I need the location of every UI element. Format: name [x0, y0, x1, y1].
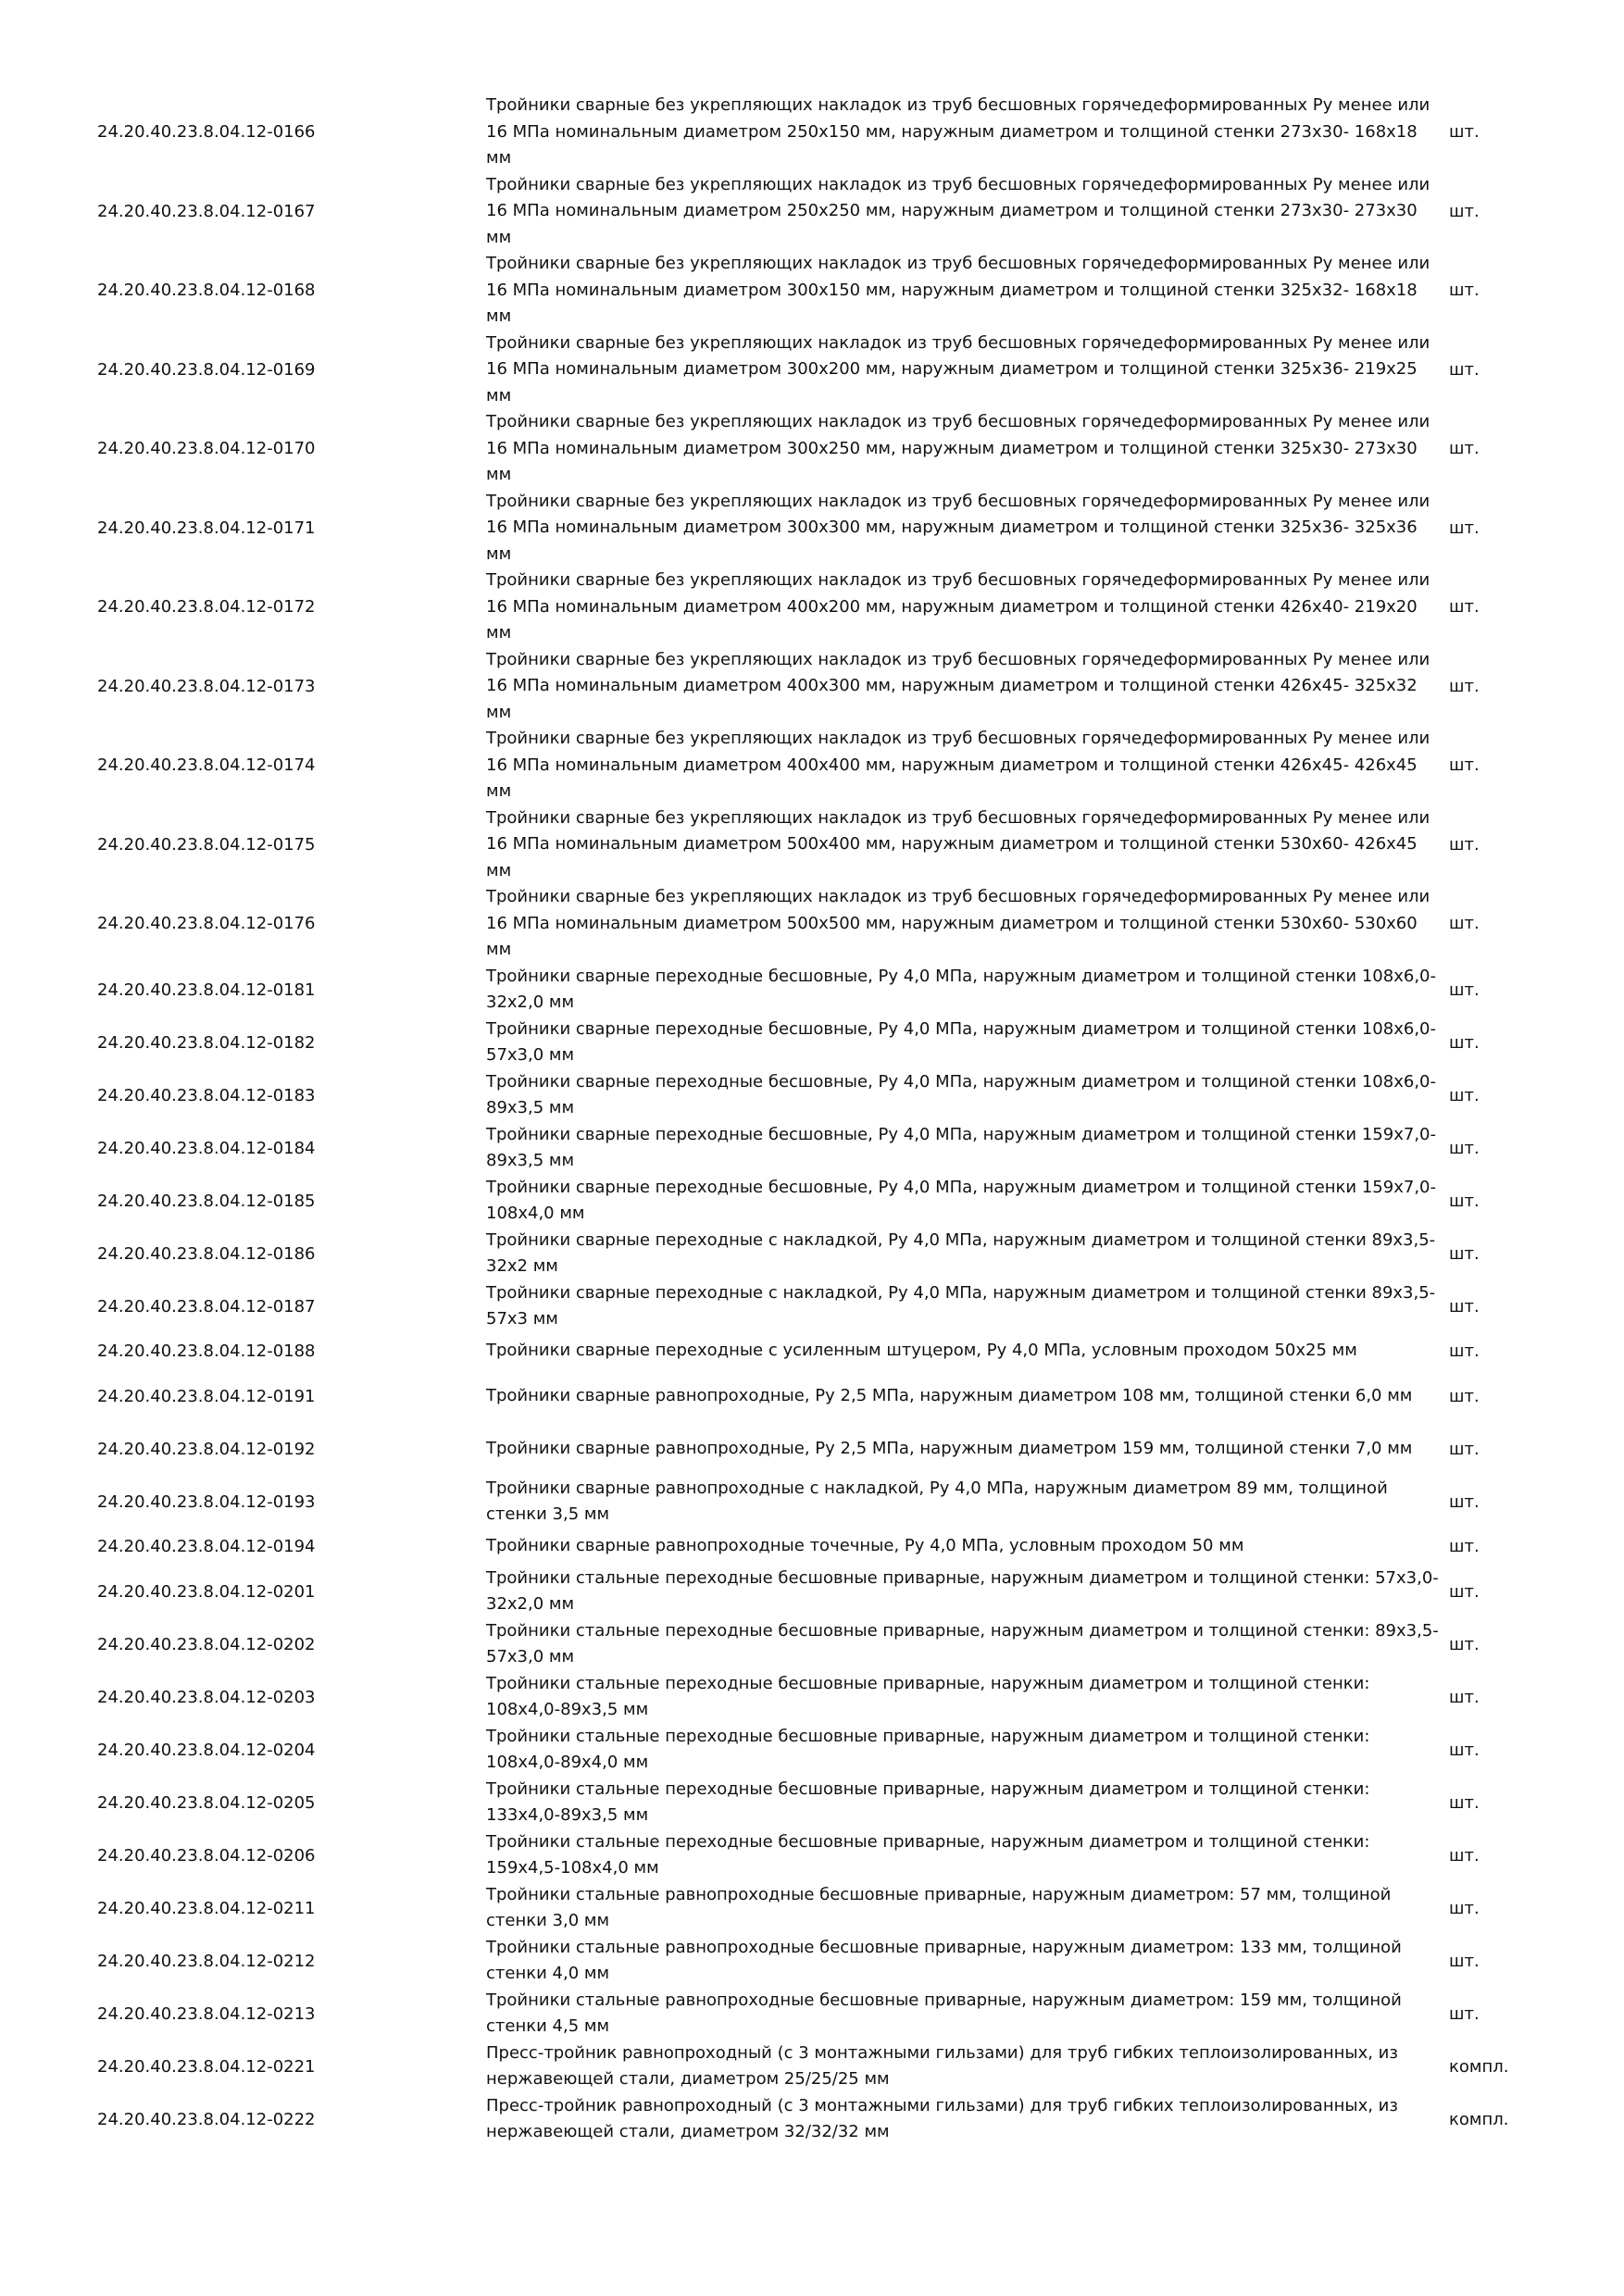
item-code: 24.20.40.23.8.04.12-0193 — [97, 1491, 316, 1512]
table-row — [0, 1333, 1624, 1370]
item-unit: шт. — [1449, 834, 1480, 855]
item-unit: шт. — [1449, 1634, 1480, 1654]
item-unit: шт. — [1449, 1537, 1480, 1556]
item-unit: шт. — [1449, 201, 1480, 221]
item-description: Тройники сварные без укрепляющих накладок из труб бесшовных горячедеформированных Ру менее или 16 МПа номинальным диаметром 300x250 мм, наружным диаметром и толщиной стенки 325x30- 273x30 мм — [486, 412, 1430, 484]
item-code: 24.20.40.23.8.04.12-0184 — [97, 1138, 316, 1158]
item-unit: шт. — [1449, 1687, 1480, 1707]
item-description: Тройники стальные равнопроходные бесшовные приварные, наружным диаметром: 133 мм, толщиной стенки 4,0 мм — [486, 1937, 1402, 1983]
item-unit: шт. — [1449, 1085, 1480, 1105]
item-unit: шт. — [1449, 281, 1480, 301]
item-unit: шт. — [1449, 359, 1480, 380]
table-row — [0, 409, 1624, 489]
item-description: Тройники сварные без укрепляющих накладок из труб бесшовных горячедеформированных Ру менее или 16 МПа номинальным диаметром 300x300 мм, наружным диаметром и толщиной стенки 325x36- 325x36 мм — [486, 491, 1430, 564]
item-code: 24.20.40.23.8.04.12-0202 — [97, 1634, 316, 1654]
item-code: 24.20.40.23.8.04.12-0194 — [97, 1537, 316, 1556]
item-code: 24.20.40.23.8.04.12-0169 — [97, 359, 316, 380]
item-description: Тройники стальные переходные бесшовные приварные, наружным диаметром и толщиной стенки: 57x3,0-32x2,0 мм — [486, 1567, 1439, 1614]
item-code: 24.20.40.23.8.04.12-0188 — [97, 1341, 316, 1361]
item-code: 24.20.40.23.8.04.12-0167 — [97, 201, 316, 221]
table-row — [0, 1280, 1624, 1333]
item-description: Тройники сварные без укрепляющих накладок из труб бесшовных горячедеформированных Ру менее или 16 МПа номинальным диаметром 300x200 мм, наружным диаметром и толщиной стенки 325x36- 219x25 мм — [486, 332, 1430, 406]
item-unit: шт. — [1449, 1138, 1480, 1158]
item-code: 24.20.40.23.8.04.12-0221 — [97, 2056, 316, 2077]
item-description: Тройники стальные переходные бесшовные приварные, наружным диаметром и толщиной стенки: 89x3,5-57x3,0 мм — [486, 1620, 1439, 1666]
item-description: Тройники сварные без укрепляющих накладок из труб бесшовных горячедеформированных Ру менее или 16 МПа номинальным диаметром 250x150 мм, наружным диаметром и толщиной стенки 273x30- 168x18 мм — [486, 95, 1430, 168]
item-unit: шт. — [1449, 1740, 1480, 1760]
item-description: Тройники стальные переходные бесшовные приварные, наружным диаметром и толщиной стенки: 108x4,0-89x4,0 мм — [486, 1726, 1370, 1772]
item-unit: шт. — [1449, 1191, 1480, 1211]
table-row — [0, 1069, 1624, 1122]
item-description: Тройники сварные переходные с накладкой, Ру 4,0 МПа, наружным диаметром и толщиной стенки 89x3,5-32x2 мм — [486, 1229, 1436, 1276]
item-unit: шт. — [1449, 1296, 1480, 1316]
item-unit: шт. — [1449, 1581, 1480, 1602]
item-description: Тройники сварные переходные бесшовные, Ру 4,0 МПа, наружным диаметром и толщиной стенки 159x7,0-108x4,0 мм — [486, 1177, 1436, 1223]
table-row — [0, 1370, 1624, 1423]
item-unit: шт. — [1449, 1243, 1480, 1264]
item-unit: шт. — [1449, 597, 1480, 618]
item-code: 24.20.40.23.8.04.12-0181 — [97, 980, 316, 1000]
item-code: 24.20.40.23.8.04.12-0203 — [97, 1687, 316, 1707]
item-unit: шт. — [1449, 1439, 1480, 1459]
table-row — [0, 1122, 1624, 1175]
item-description: Тройники стальные равнопроходные бесшовные приварные, наружным диаметром: 57 мм, толщиной стенки 3,0 мм — [486, 1884, 1392, 1930]
item-unit: шт. — [1449, 1792, 1480, 1813]
item-code: 24.20.40.23.8.04.12-0205 — [97, 1792, 316, 1813]
item-unit: шт. — [1449, 1032, 1480, 1053]
table-row — [0, 1671, 1624, 1724]
item-code: 24.20.40.23.8.04.12-0186 — [97, 1243, 316, 1264]
item-unit: шт. — [1449, 1898, 1480, 1918]
table-row — [0, 1476, 1624, 1529]
item-code: 24.20.40.23.8.04.12-0201 — [97, 1581, 316, 1602]
item-unit: шт. — [1449, 1845, 1480, 1866]
item-code: 24.20.40.23.8.04.12-0171 — [97, 518, 316, 538]
item-unit: шт. — [1449, 755, 1480, 776]
table-row — [0, 172, 1624, 252]
table-row — [0, 1988, 1624, 2040]
item-description: Пресс-тройник равнопроходный (с 3 монтажными гильзами) для труб гибких теплоизолированных, из нержавеющей стали, диаметром 32/32/32 мм — [486, 2095, 1398, 2141]
item-description: Тройники сварные без укрепляющих накладок из труб бесшовных горячедеформированных Ру менее или 16 МПа номинальным диаметром 500x400 мм, наружным диаметром и толщиной стенки 530x60- 426x45 мм — [486, 807, 1430, 880]
item-unit: компл. — [1449, 2109, 1509, 2129]
item-description: Тройники сварные переходные с накладкой, Ру 4,0 МПа, наружным диаметром и толщиной стенки 89x3,5-57x3 мм — [486, 1282, 1436, 1329]
item-description: Тройники сварные без укрепляющих накладок из труб бесшовных горячедеформированных Ру менее или 16 МПа номинальным диаметром 400x400 мм, наружным диаметром и толщиной стенки 426x45- 426x45 мм — [486, 729, 1430, 801]
item-code: 24.20.40.23.8.04.12-0185 — [97, 1191, 316, 1211]
item-description: Тройники сварные равнопроходные, Ру 2,5 МПа, наружным диаметром 159 мм, толщиной стенки 7,0 мм — [486, 1438, 1413, 1458]
item-code: 24.20.40.23.8.04.12-0222 — [97, 2109, 316, 2129]
item-code: 24.20.40.23.8.04.12-0173 — [97, 676, 316, 696]
item-unit: шт. — [1449, 1386, 1480, 1406]
table-row — [0, 1423, 1624, 1476]
table-row — [0, 1724, 1624, 1777]
table-row — [0, 489, 1624, 568]
table-row — [0, 1017, 1624, 1069]
item-code: 24.20.40.23.8.04.12-0211 — [97, 1898, 316, 1918]
item-unit: шт. — [1449, 914, 1480, 934]
item-code: 24.20.40.23.8.04.12-0175 — [97, 834, 316, 855]
item-unit: шт. — [1449, 1491, 1480, 1512]
item-description: Тройники стальные равнопроходные бесшовные приварные, наружным диаметром: 159 мм, толщиной стенки 4,5 мм — [486, 1990, 1402, 2036]
item-description: Тройники сварные переходные бесшовные, Ру 4,0 МПа, наружным диаметром и толщиной стенки 108x6,0-32x2,0 мм — [486, 966, 1436, 1012]
item-code: 24.20.40.23.8.04.12-0183 — [97, 1085, 316, 1105]
item-unit: компл. — [1449, 2056, 1509, 2077]
table-row — [0, 331, 1624, 410]
item-code: 24.20.40.23.8.04.12-0191 — [97, 1386, 316, 1406]
item-code: 24.20.40.23.8.04.12-0170 — [97, 439, 316, 459]
table-row — [0, 805, 1624, 885]
item-description: Пресс-тройник равнопроходный (с 3 монтажными гильзами) для труб гибких теплоизолированных, из нержавеющей стали, диаметром 25/25/25 мм — [486, 2042, 1398, 2089]
item-code: 24.20.40.23.8.04.12-0166 — [97, 122, 316, 143]
item-description: Тройники сварные равнопроходные точечные, Ру 4,0 МПа, условным проходом 50 мм — [486, 1536, 1244, 1556]
table-row — [0, 1935, 1624, 1988]
item-description: Тройники сварные переходные бесшовные, Ру 4,0 МПа, наружным диаметром и толщиной стенки 108x6,0-89x3,5 мм — [486, 1071, 1436, 1117]
item-description: Тройники сварные переходные с усиленным штуцером, Ру 4,0 МПа, условным проходом 50x25 мм — [486, 1341, 1357, 1361]
item-code: 24.20.40.23.8.04.12-0206 — [97, 1845, 316, 1866]
item-code: 24.20.40.23.8.04.12-0212 — [97, 1951, 316, 1971]
table-row — [0, 647, 1624, 727]
item-unit: шт. — [1449, 676, 1480, 696]
item-description: Тройники стальные переходные бесшовные приварные, наружным диаметром и толщиной стенки: 108x4,0-89x3,5 мм — [486, 1673, 1370, 1719]
item-description: Тройники сварные переходные бесшовные, Ру 4,0 МПа, наружным диаметром и толщиной стенки 159x7,0-89x3,5 мм — [486, 1124, 1436, 1170]
item-code: 24.20.40.23.8.04.12-0174 — [97, 755, 316, 776]
item-code: 24.20.40.23.8.04.12-0187 — [97, 1296, 316, 1316]
item-code: 24.20.40.23.8.04.12-0192 — [97, 1439, 316, 1459]
table-row — [0, 1829, 1624, 1882]
item-unit: шт. — [1449, 122, 1480, 143]
item-unit: шт. — [1449, 980, 1480, 1000]
table-row — [0, 884, 1624, 964]
table-row — [0, 726, 1624, 805]
table-row — [0, 93, 1624, 172]
table-row — [0, 568, 1624, 647]
item-description: Тройники сварные без укрепляющих накладок из труб бесшовных горячедеформированных Ру менее или 16 МПа номинальным диаметром 500x500 мм, наружным диаметром и толщиной стенки 530x60- 530x60 мм — [486, 887, 1430, 959]
item-description: Тройники сварные равнопроходные с накладкой, Ру 4,0 МПа, наружным диаметром 89 мм, толщиной стенки 3,5 мм — [486, 1478, 1388, 1524]
item-unit: шт. — [1449, 518, 1480, 538]
item-description: Тройники сварные без укрепляющих накладок из труб бесшовных горячедеформированных Ру менее или 16 МПа номинальным диаметром 300x150 мм, наружным диаметром и толщиной стенки 325x32- 168x18 мм — [486, 254, 1430, 326]
table-row — [0, 1777, 1624, 1829]
table-row — [0, 1618, 1624, 1671]
table-row — [0, 1228, 1624, 1280]
table-row — [0, 1882, 1624, 1935]
item-code: 24.20.40.23.8.04.12-0182 — [97, 1032, 316, 1053]
table-row — [0, 1529, 1624, 1566]
item-description: Тройники сварные без укрепляющих накладок из труб бесшовных горячедеформированных Ру менее или 16 МПа номинальным диаметром 400x200 мм, наружным диаметром и толщиной стенки 426x40- 219x20 мм — [486, 570, 1430, 643]
item-description: Тройники сварные равнопроходные, Ру 2,5 МПа, наружным диаметром 108 мм, толщиной стенки 6,0 мм — [486, 1385, 1413, 1405]
item-unit: шт. — [1449, 1951, 1480, 1971]
table-row — [0, 2093, 1624, 2146]
table-row — [0, 964, 1624, 1017]
item-description: Тройники сварные без укрепляющих накладок из труб бесшовных горячедеформированных Ру менее или 16 МПа номинальным диаметром 400x300 мм, наружным диаметром и толщиной стенки 426x45- 325x32 мм — [486, 649, 1430, 722]
item-description: Тройники стальные переходные бесшовные приварные, наружным диаметром и толщиной стенки: 133x4,0-89x3,5 мм — [486, 1778, 1370, 1825]
item-unit: шт. — [1449, 1341, 1480, 1361]
table-row — [0, 1566, 1624, 1618]
item-description: Тройники сварные без укрепляющих накладок из труб бесшовных горячедеформированных Ру менее или 16 МПа номинальным диаметром 250x250 мм, наружным диаметром и толщиной стенки 273x30- 273x30 мм — [486, 174, 1430, 247]
item-unit: шт. — [1449, 2003, 1480, 2024]
item-code: 24.20.40.23.8.04.12-0176 — [97, 914, 316, 934]
price-list-table — [0, 93, 1624, 2146]
item-code: 24.20.40.23.8.04.12-0168 — [97, 281, 316, 301]
item-code: 24.20.40.23.8.04.12-0204 — [97, 1740, 316, 1760]
item-description: Тройники сварные переходные бесшовные, Ру 4,0 МПа, наружным диаметром и толщиной стенки 108x6,0-57x3,0 мм — [486, 1018, 1436, 1065]
table-row — [0, 251, 1624, 331]
table-row — [0, 2040, 1624, 2093]
item-unit: шт. — [1449, 439, 1480, 459]
item-description: Тройники стальные переходные бесшовные приварные, наружным диаметром и толщиной стенки: 159x4,5-108x4,0 мм — [486, 1831, 1370, 1878]
item-code: 24.20.40.23.8.04.12-0213 — [97, 2003, 316, 2024]
table-row — [0, 1175, 1624, 1228]
item-code: 24.20.40.23.8.04.12-0172 — [97, 597, 316, 618]
